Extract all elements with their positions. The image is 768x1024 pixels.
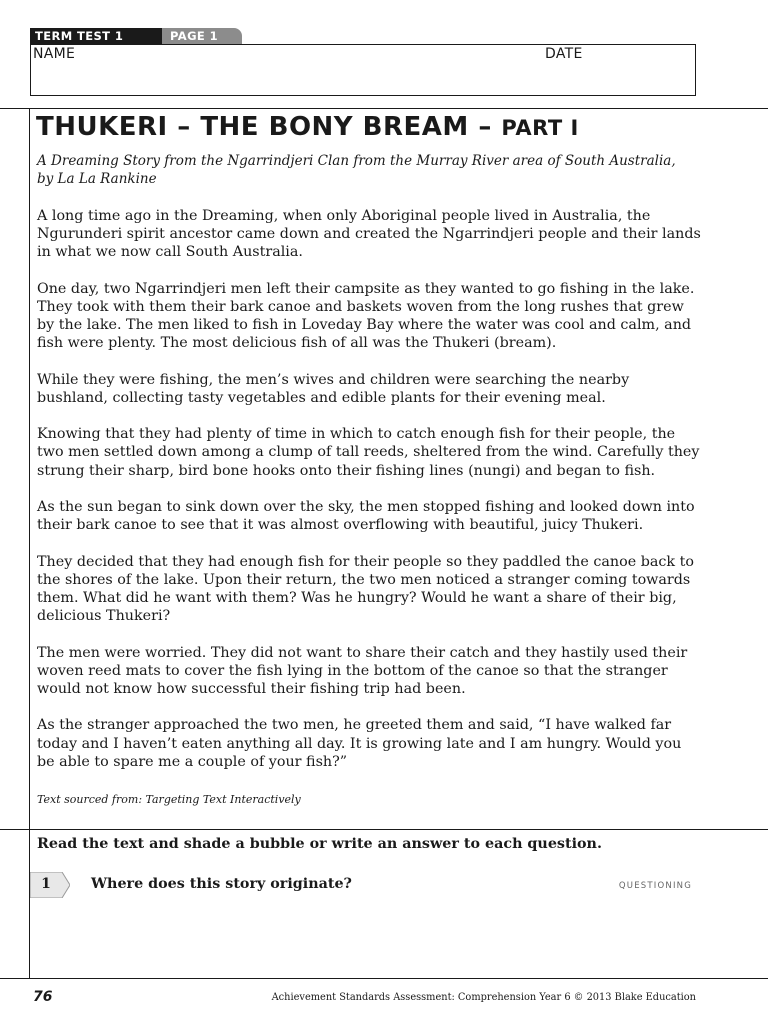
question-number: 1	[41, 876, 51, 892]
subtitle-line-1: A Dreaming Story from the Ngarrindjeri Clan from the Murray River area of South Australia,	[37, 153, 676, 169]
subtitle-line-2: by La La Rankine	[37, 171, 157, 187]
footer-divider	[0, 978, 768, 979]
subtitle	[37, 152, 697, 188]
page-title	[36, 112, 579, 142]
page-number: 76	[33, 989, 53, 1005]
question-number-badge	[30, 872, 70, 898]
source-note: Text sourced from: Targeting Text Interactively	[37, 793, 301, 806]
date-label: DATE	[545, 46, 583, 62]
title-main: THUKERI – THE BONY BREAM –	[36, 112, 502, 142]
instruction-text: Read the text and shade a bubble or write an answer to each question.	[37, 836, 602, 852]
top-divider	[0, 108, 768, 109]
footer-credit: Achievement Standards Assessment: Comprehension Year 6 © 2013 Blake Education	[271, 992, 696, 1003]
left-margin-line	[29, 108, 30, 979]
page-tab: PAGE 1	[162, 28, 242, 44]
name-label: NAME	[33, 46, 76, 62]
section-divider	[0, 829, 768, 830]
name-date-box[interactable]	[30, 44, 696, 96]
story-paragraph-4: Knowing that they had plenty of time in which to catch enough fish for their people, the two men settled down among a clump of tall reeds, sheltered from the wind. Carefully they strung their sharp, bird bone hooks onto their fishing lines (nungi) and began to fish.	[37, 426, 700, 479]
story-text	[37, 207, 702, 789]
skill-label: QUESTIONING	[618, 881, 692, 891]
term-test-tab: TERM TEST 1	[30, 28, 162, 44]
story-paragraph-6: They decided that they had enough fish for their people so they paddled the canoe back to the shores of the lake. Upon their return, the two men noticed a stranger coming towards them. What did he want with them? Was he hungry? Would he want a share of their big, delicious Thukeri?	[37, 553, 694, 625]
story-paragraph-2: One day, two Ngarrindjeri men left their campsite as they wanted to go fishing in the lake. They took with them their bark canoe and baskets woven from the long rushes that grew by the lake. The men liked to fish in Loveday Bay where the water was cool and calm, and fish were plenty. The most delicious fish of all was the Thukeri (bream).	[37, 280, 695, 352]
story-paragraph-3: While they were fishing, the men’s wives and children were searching the nearby bushland, collecting tasty vegetables and edible plants for their evening meal.	[37, 371, 630, 406]
story-paragraph-5: As the sun began to sink down over the sky, the men stopped fishing and looked down into their bark canoe to see that it was almost overflowing with beautiful, juicy Thukeri.	[37, 499, 695, 534]
story-paragraph-8: As the stranger approached the two men, he greeted them and said, “I have walked far today and I haven’t eaten anything all day. It is growing late and I am hungry. Would you be able to spare me a couple of your fish?”	[37, 717, 682, 770]
title-part: PART I	[501, 116, 579, 140]
story-paragraph-1: A long time ago in the Dreaming, when only Aboriginal people lived in Australia, the Ngurunderi spirit ancestor came down and created the Ngarrindjeri people and their lands in what we now call South Australia.	[37, 208, 701, 261]
story-paragraph-7: The men were worried. They did not want to share their catch and they hastily used their woven reed mats to cover the fish lying in the bottom of the canoe so that the stranger would not know how successful their fishing trip had been.	[37, 644, 688, 697]
question-text: Where does this story originate?	[91, 876, 352, 892]
